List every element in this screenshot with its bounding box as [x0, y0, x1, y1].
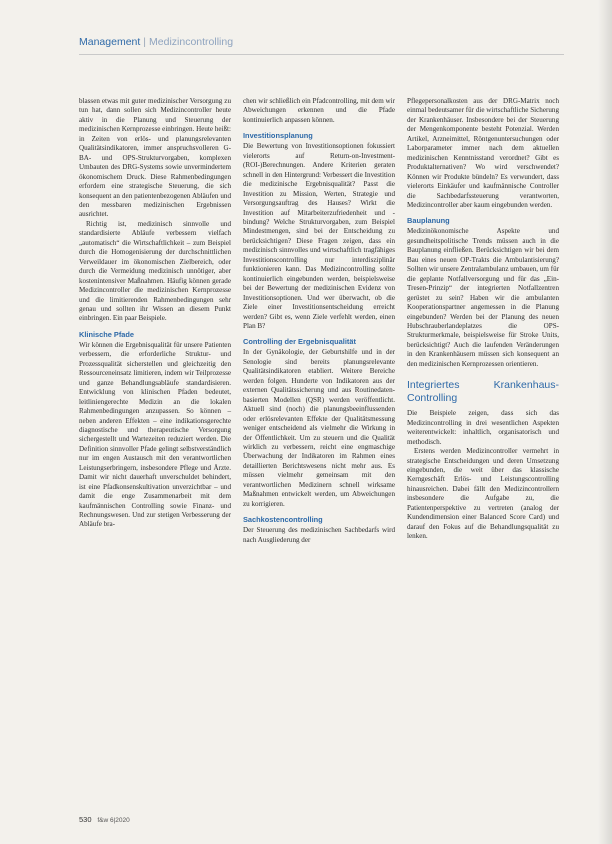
section-heading: Integriertes Krankenhaus-Controlling [407, 379, 559, 405]
section-heading: Investitionsplanung [243, 131, 313, 141]
paragraph: Erstens werden Medizincontroller vermehrt in strategische Entscheidungen und deren Umsetzung eingebunden, die weit über das klassische Kerngeschäft Erlös- und Leistungscontrolling hinausreichen. Dabei fällt den Medizincontrollern insbesondere die Aufgabe zu, die Patientenperspektive zu vertreten (analog der Kundendimension einer Balanced Score Card) und darauf den Fokus auf die Behandlungsqualität zu lenken. [407, 447, 559, 541]
section-heading: Klinische Pfade [79, 329, 135, 339]
paragraph: blassen etwas mit guter medizinischer Versorgung zu tun hat, dann sollen sich Medizincontroller heute aktiv in die Planung und Steuerung der medizinischen Kernprozesse einbringen. Heute heißt: in Zeiten von erlös- und planungsrelevanten Qualitätsindikatoren, immer anspruchsvolleren G-BA- und OPS-Strukturvorgaben, komplexen Umbauten des DRG-Systems sowie unvermindertem ökonomischem Druck. Diese Rahmenbedingungen erfordern eine strategische Steuerung, die sich konsequent an den patientenbezogenen Abläufen und den messbaren medizinischen Ergebnissen ausrichtet. [79, 97, 231, 219]
paragraph: In der Gynäkologie, der Geburtshilfe und in der Senologie sind bereits planungsrelevante Qualitätsindikatoren etabliert. Weitere Bereiche werden folgen. Hunderte von Indikatoren aus der externen Qualitätssicherung und aus Routinedaten-basierten Modellen (QSR) werden veröffentlicht. Aktuell sind (noch) die planungsbeeinflussenden oder erlösrelevanten Effekte der Qualitätsmessung weniger entscheidend als vielmehr die Wirkung in der Öffentlichkeit. Um zu steuern und die Qualität wirklich zu verbessern, reicht eine engmaschige Überwachung der Indikatoren im Rahmen eines detaillierten Berichtswesens nicht mehr aus. Es müssen vielmehr gemeinsam mit den verantwortlichen Medizinern schnell wirksame Maßnahmen entwickelt werden, um Abweichungen zu korrigieren. [243, 348, 395, 508]
paragraph: Pflegepersonalkosten aus der DRG-Matrix noch einmal bedeutsamer für die wirtschaftliche Sicherung der Krankenhäuser. Insbesondere bei der Steuerung der Mengenkomponente besteht Potenzial. Werden Artikel, Arzneimittel, Röntgenuntersuchungen oder Laborparameter immer nach dem aktuellen medizinischen Kenntnisstand verordnet? Gibt es Produktalternativen? Wo wird verschwendet? Können wir Produkte bündeln? Es verwundert, dass vielerorts Einkäufer und kaufmännische Controller die Sachbedarfssteuerung verantworten, Medizincontroller aber kaum eingebunden werden. [407, 97, 559, 209]
header-section: Management [79, 36, 141, 48]
paragraph: Die Bewertung von Investitionsoptionen fokussiert vielerorts auf Return-on-Investment-(ROI-)Berechnungen. Andere Kriterien geraten schnell in den Hintergrund: Verbessert die Investition die medizinische Ergebnisqualität? Passt die Investition zu Mission, Werten, Strategie und Versorgungsauftrag des Hauses? Wirkt die Investition auf Mitarbeiterzufriedenheit und -bindung? Welche Strukturvorgaben, zum Beispiel Mindestmengen, sind bei der Entscheidung zu berücksichtigen? Diese Fragen zeigen, dass ein medizinisch sinnvolles und wirtschaftlich tragfähiges Investitionscontrolling nur interdisziplinär funktionieren kann. Das Medizincontrolling sollte kontinuierlich eingebunden werden, beispielsweise bei der Bewertung der medizinischen Evidenz von Investitionsoptionen. Und wer überwacht, ob die Ziele einer Investitionsentscheidung erreicht werden? Gibt es, wenn Ziele verfehlt werden, einen Plan B? [243, 142, 395, 330]
text-column-3 [407, 97, 559, 542]
journal-name: f&w 6|2020 [97, 817, 130, 824]
page-header [79, 36, 233, 48]
section-heading: Bauplanung [407, 216, 450, 226]
page-edge-shadow [598, 0, 612, 844]
header-subsection: Medizincontrolling [149, 36, 234, 48]
paragraph: chen wir schließlich ein Pfadcontrolling, mit dem wir Abweichungen erkennen und die Pfade kontinuierlich anpassen können. [243, 97, 395, 124]
text-column-2 [243, 97, 395, 545]
paragraph: Medizinökonomische Aspekte und gesundheitspolitische Trends müssen auch in die Bauplanung einfließen. Berücksichtigen wir bei dem Bau eines neuen OP-Trakts die Ambulantisierung? Sollten wir unsere Zentralambulanz umbauen, um für die geplante Notfallversorgung und für das „Ein-Tresen-Prinzip“ der integrierten Notfallzentren gerüstet zu sein? Haben wir die ambulanten Kooperationspartner angemessen in die Planung eingebunden? Werden bei der Planung des neuen Hubschrauberlandeplatzes die OPS-Strukturmerkmale, beispielsweise für Stroke Units, berücksichtigt? Auch die laufenden Veränderungen in den Krankenhäusern müssen sich konsequent an den medizinischen Kernprozessen orientieren. [407, 227, 559, 368]
text-column-1 [79, 97, 231, 530]
header-rule [79, 54, 564, 55]
paragraph: Der Steuerung des medizinischen Sachbedarfs wird nach Ausgliederung der [243, 526, 395, 544]
paragraph: Die Beispiele zeigen, dass sich das Medizincontrolling in drei wesentlichen Aspekten weiterentwickelt: inhaltlich, organisatorisch und methodisch. [407, 409, 559, 446]
paragraph: Wir können die Ergebnisqualität für unsere Patienten verbessern, die erforderliche Struktur- und Prozessqualität sicherstellen und gleichzeitig den Ressourceneinsatz limitieren, indem wir Teilprozesse und ganze Behandlungsabläufe standardisieren. Entwicklung von klinischen Pfaden bedeutet, leitliniengerechte Medizin an die lokalen Rahmenbedingungen anzupassen. So können – neben anderen Effekten – eine indikationsgerechte diagnostische und therapeutische Versorgung sichergestellt und Wartezeiten reduziert werden. Die Definition sinnvoller Pfade gelingt selbstverständlich nur im engen Austausch mit den verantwortlichen Leistungserbringern, insbesondere Pflege und Ärzte. Damit wir nicht dauerhaft unverschuldet behindert, ist eine Pfadkonsenskultivation unverzichtbar – und damit die enge Zusammenarbeit mit dem kaufmännischen Controlling sowie Finanz- und Rechnungswesen. Und zur stetigen Verbesserung der Abläufe bra- [79, 340, 231, 529]
page-number: 530 [79, 815, 92, 824]
section-heading: Sachkostencontrolling [243, 515, 323, 525]
paragraph: Richtig ist, medizinisch sinnvolle und standardisierte Abläufe verbessern vielfach „automatisch“ die Wirtschaftlichkeit – zum Beispiel durch die Homogenisierung der durchschnittlichen Verweildauer im ökonomischen Zielbereich, oder durch die Vermeidung medizinisch unnötiger, aber kostenintensiver Maßnahmen. Häufig können gerade Medizincontroller die medizinischen Kernprozesse und die limitierenden Rahmenbedingungen sehr genau und sollten ihr Wissen an diesem Punkt einbringen. Ein paar Beispiele. [79, 219, 231, 323]
page-footer [79, 815, 130, 824]
section-heading: Controlling der Ergebnisqualität [243, 337, 356, 347]
header-separator: | [143, 36, 147, 48]
